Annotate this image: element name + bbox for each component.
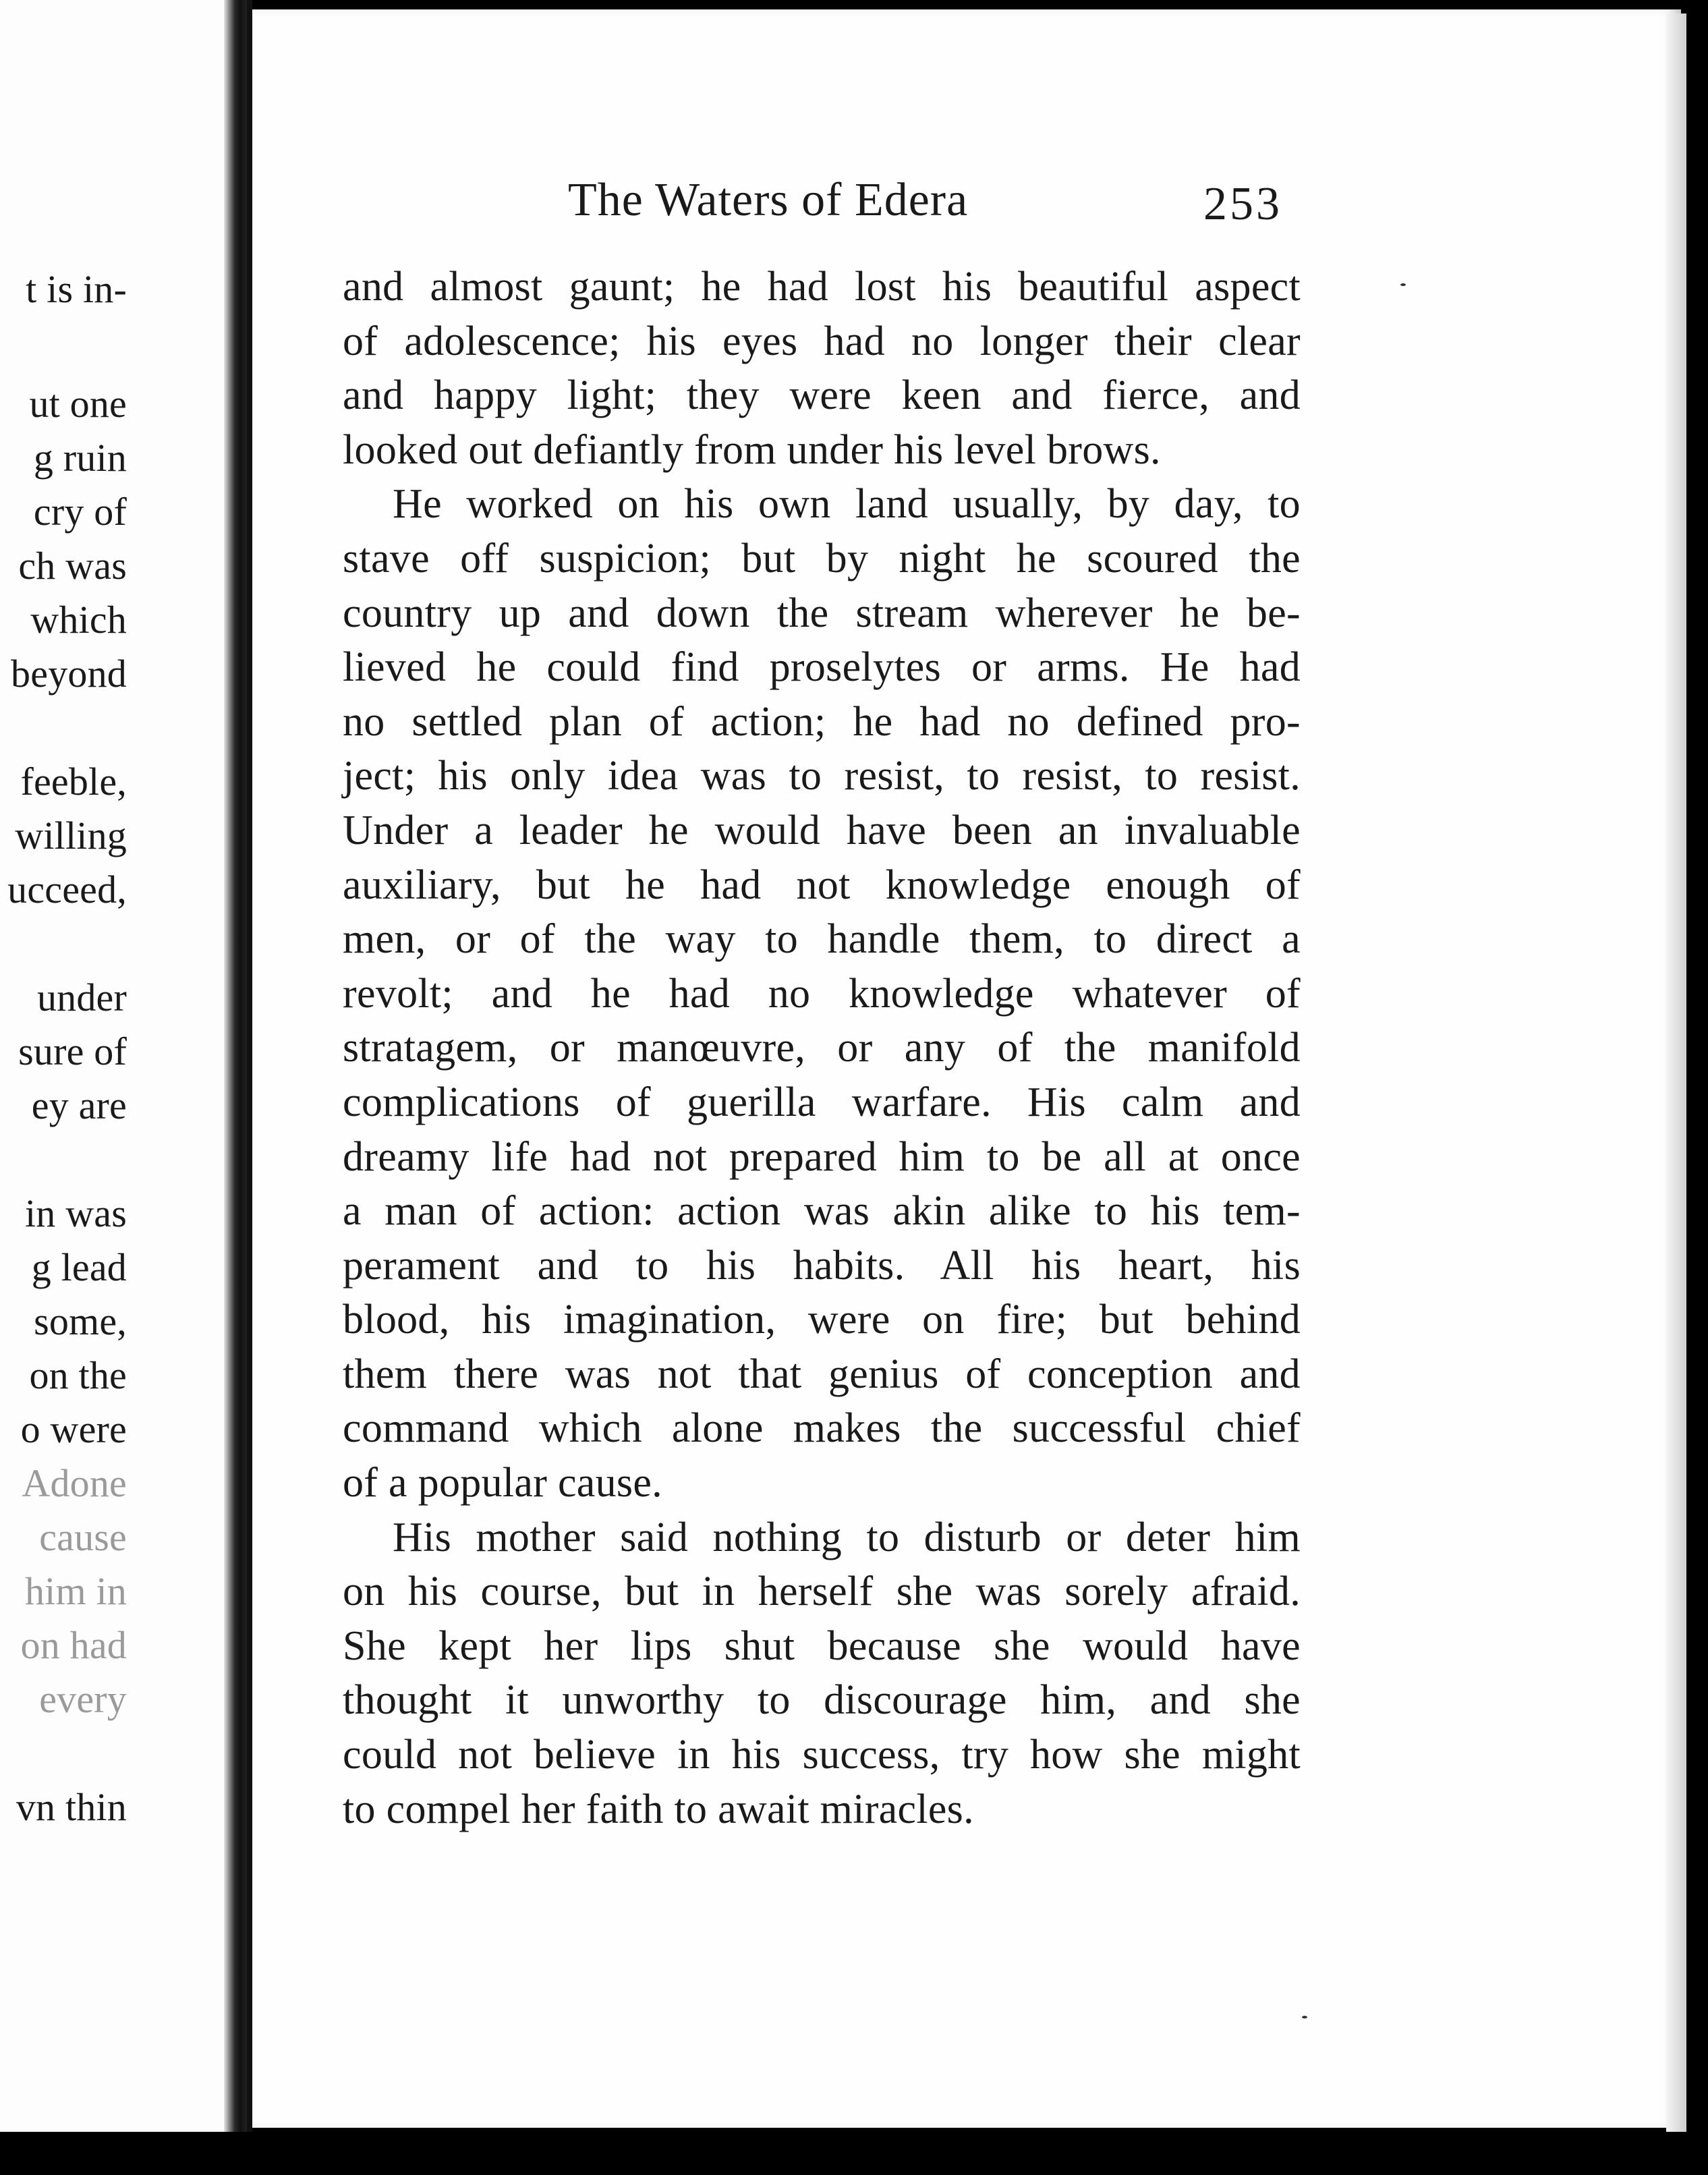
previous-page-line: g lead [31, 1245, 127, 1289]
text-line: stave off suspicion; but by night he scoured the [343, 535, 1301, 582]
page-right-edge [1666, 13, 1686, 2132]
previous-page-line: Adone [22, 1461, 127, 1505]
body-text [343, 260, 1301, 1836]
previous-page-line: ut one [29, 382, 127, 426]
previous-page-line: under [36, 976, 127, 1019]
text-line: ject; his only idea was to resist, to resist, to resist. [343, 753, 1301, 799]
text-line: His mother said nothing to disturb or deter him [393, 1514, 1301, 1560]
text-line: to compel her faith to await miracles. [343, 1786, 974, 1832]
text-line: perament and to his habits. All his heart, his [343, 1242, 1301, 1289]
previous-page-line: cry of [33, 490, 127, 534]
previous-page-line: o were [20, 1407, 127, 1451]
text-line: revolt; and he had no knowledge whatever of [343, 970, 1301, 1017]
text-line: Under a leader he would have been an invaluable [343, 807, 1301, 853]
previous-page-line: some, [34, 1299, 127, 1343]
text-line: country up and down the stream wherever he be- [343, 590, 1301, 636]
page-number: 253 [1203, 178, 1282, 230]
scan-border [0, 2132, 1708, 2175]
previous-page-line: cause [39, 1515, 127, 1559]
previous-page-line: g ruin [33, 436, 127, 480]
text-line: them there was not that genius of conception and [343, 1351, 1301, 1397]
previous-page-line: sure of [18, 1029, 127, 1073]
previous-page-line: in was [24, 1191, 127, 1235]
text-line: looked out defiantly from under his level brows. [343, 426, 1161, 473]
text-line: and almost gaunt; he had lost his beautiful aspect [343, 264, 1301, 310]
previous-page-line: on the [29, 1353, 127, 1397]
text-line: of a popular cause. [343, 1460, 662, 1506]
previous-page-line: willing [15, 814, 127, 857]
text-line: blood, his imagination, were on fire; but behind [343, 1297, 1301, 1343]
text-line: stratagem, or manœuvre, or any of the manifold [343, 1025, 1301, 1071]
text-line: thought it unworthy to discourage him, and she [343, 1677, 1301, 1724]
previous-page-line: ey are [31, 1083, 127, 1127]
previous-page-line: ucceed, [7, 868, 127, 911]
previous-page-line: every [39, 1677, 127, 1721]
text-line: He worked on his own land usually, by day, to [393, 481, 1301, 528]
text-line: auxiliary, but he had not knowledge enough of [343, 861, 1301, 908]
text-line: She kept her lips shut because she would have [343, 1622, 1301, 1669]
text-line: of adolescence; his eyes had no longer their clear [343, 318, 1301, 364]
text-line: men, or of the way to handle them, to direct a [343, 916, 1301, 963]
previous-page-line: t is in- [26, 267, 127, 311]
previous-page-line: ch was [18, 544, 127, 588]
previous-page-fragment [0, 0, 224, 2175]
text-line: lieved he could find proselytes or arms. He had [343, 644, 1301, 691]
text-line: command which alone makes the successful chief [343, 1405, 1301, 1452]
text-line: and happy light; they were keen and fierce, and [343, 372, 1301, 419]
ink-speck [1400, 283, 1406, 286]
previous-page-line: him in [24, 1569, 127, 1613]
previous-page-line: which [30, 598, 127, 642]
text-line: could not believe in his success, try how she might [343, 1732, 1301, 1778]
text-line: on his course, but in herself she was sorely afraid. [343, 1569, 1301, 1615]
text-line: no settled plan of action; he had no defined pro- [343, 698, 1301, 745]
previous-page-line: on had [20, 1623, 127, 1667]
text-line: a man of action: action was akin alike to his tem- [343, 1188, 1301, 1235]
previous-page-line: vn thin [16, 1785, 127, 1829]
page-binding-edge [247, 0, 252, 2132]
text-line: complications of guerilla warfare. His calm and [343, 1079, 1301, 1125]
ink-speck [1302, 2016, 1307, 2018]
running-title: The Waters of Edera [568, 174, 969, 226]
previous-page-line: feeble, [20, 760, 127, 803]
text-line: dreamy life had not prepared him to be all at once [343, 1133, 1301, 1180]
previous-page-line: beyond [11, 652, 127, 696]
